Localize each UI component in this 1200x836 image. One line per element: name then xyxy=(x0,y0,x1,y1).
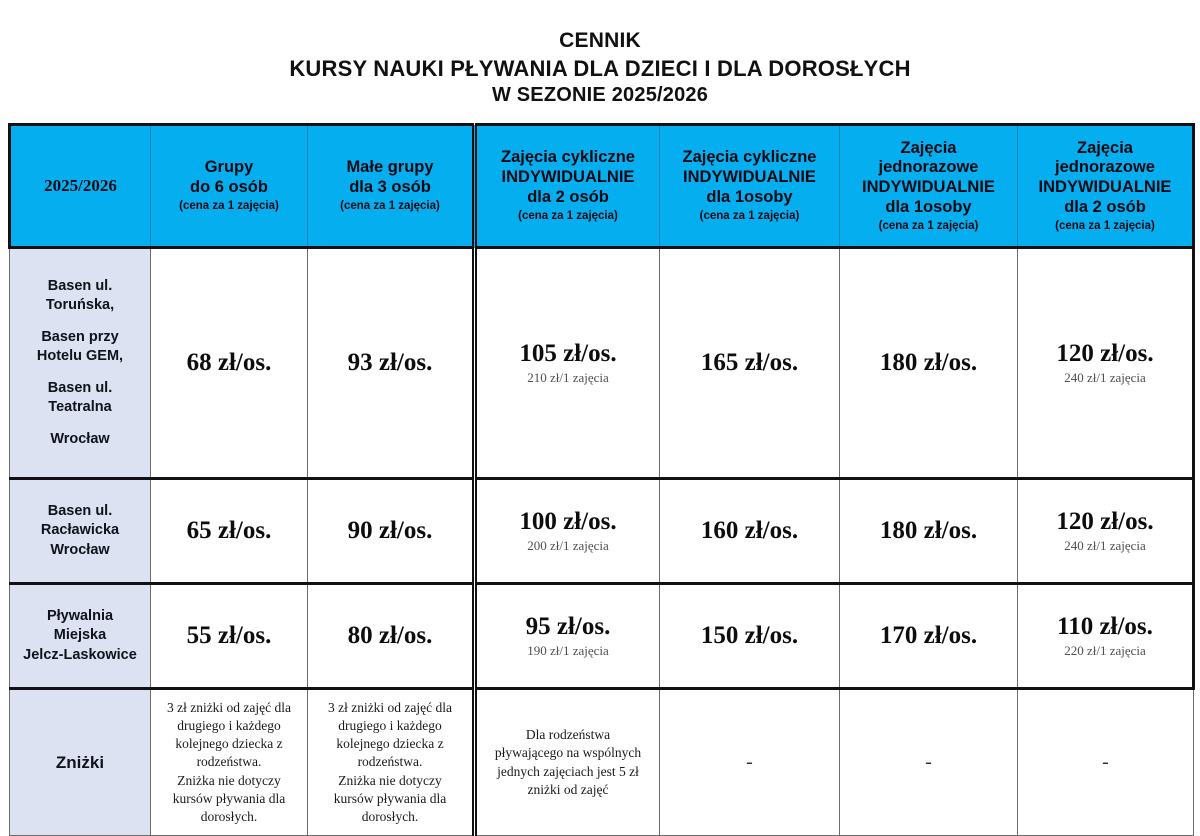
price-cell xyxy=(840,584,1018,689)
price-sub: 240 zł/1 zajęcia xyxy=(1064,538,1146,554)
pricing-table xyxy=(8,123,1195,836)
price-main: 160 zł/os. xyxy=(700,517,799,545)
price-main: 93 zł/os. xyxy=(347,349,433,377)
header-line-2: jednorazowe xyxy=(878,158,979,177)
table-row xyxy=(10,248,1194,479)
price-cell xyxy=(660,479,840,584)
header-line-1: Zajęcia cykliczne xyxy=(682,148,817,167)
header-cell-small-groups-3 xyxy=(308,125,475,248)
header-cell-cyclic-individual-2 xyxy=(475,125,660,248)
header-season-label: 2025/2026 xyxy=(44,175,117,195)
price-cell xyxy=(151,479,308,584)
price-main: 95 zł/os. xyxy=(525,612,611,640)
location-part: Pływalnia Miejska Jelcz-Laskowice xyxy=(23,608,137,663)
price-main: 100 zł/os. xyxy=(519,507,617,535)
location-part: Basen ul. Toruńska, xyxy=(45,277,115,313)
header-price-note: (cena za 1 zajęcia) xyxy=(518,209,618,222)
header-line-3: INDYWIDUALNIE xyxy=(1038,178,1172,197)
header-line-1: Zajęcia cykliczne xyxy=(501,148,635,167)
discount-text: 3 zł zniżki od zajęć dla drugiego i każdego kolejnego dziecka z rodzeństwa. Zniżka nie dotyczy kursów pływania dla dorosłych. xyxy=(327,700,453,824)
discount-cell xyxy=(840,689,1018,836)
price-main: 120 zł/os. xyxy=(1056,507,1154,535)
price-cell xyxy=(660,248,840,479)
price-cell xyxy=(308,584,475,689)
price-main: 170 zł/os. xyxy=(879,622,978,650)
price-cell xyxy=(1018,248,1194,479)
header-line-3: INDYWIDUALNIE xyxy=(862,178,995,197)
header-line-2: jednorazowe xyxy=(1055,158,1155,177)
header-cell-groups-6 xyxy=(151,125,308,248)
price-main: 180 zł/os. xyxy=(879,517,978,545)
title-line-3: W SEZONIE 2025/2026 xyxy=(491,84,709,107)
price-main: 80 zł/os. xyxy=(347,622,433,650)
price-sub: 220 zł/1 zajęcia xyxy=(1064,643,1146,659)
price-main: 150 zł/os. xyxy=(700,622,799,650)
discount-text: 3 zł zniżki od zajęć dla drugiego i każdego kolejnego dziecka z rodzeństwa. Zniżka nie dotyczy kursów pływania dla dorosłych. xyxy=(166,700,292,824)
discount-text: Dla rodzeństwa pływającego na wspólnych jednych zajęciach jest 5 zł zniżki od zajęć xyxy=(494,727,642,797)
header-line-2: dla 3 osób xyxy=(349,178,431,197)
header-price-note: (cena za 1 zajęcia) xyxy=(179,199,279,212)
discount-cell xyxy=(660,689,840,836)
discount-cell xyxy=(308,689,475,836)
price-cell xyxy=(840,479,1018,584)
location-part: Basen przy Hotelu GEM, xyxy=(36,328,124,364)
page-title xyxy=(0,0,1200,109)
header-line-3: dla 2 osób xyxy=(527,188,609,206)
location-part: Wrocław xyxy=(50,431,110,448)
price-main: 110 zł/os. xyxy=(1057,612,1153,640)
price-sub: 190 zł/1 zajęcia xyxy=(527,643,609,659)
row-label-location xyxy=(10,479,151,584)
header-line-4: dla 1osoby xyxy=(885,197,972,216)
header-cell-cyclic-individual-1 xyxy=(660,125,840,248)
header-line-2: INDYWIDUALNIE xyxy=(683,168,816,187)
header-price-note: (cena za 1 zajęcia) xyxy=(1055,219,1155,232)
price-sub: 210 zł/1 zajęcia xyxy=(527,370,609,386)
price-main: 68 zł/os. xyxy=(186,349,272,377)
price-cell xyxy=(475,248,660,479)
price-main: 120 zł/os. xyxy=(1056,339,1154,367)
price-cell xyxy=(475,584,660,689)
header-line-2: INDYWIDUALNIE xyxy=(501,168,635,187)
discount-dash: - xyxy=(1102,751,1109,773)
table-row xyxy=(10,479,1194,584)
price-main: 165 zł/os. xyxy=(700,349,799,377)
price-cell xyxy=(151,584,308,689)
header-cell-single-individual-2 xyxy=(1018,125,1194,248)
price-cell xyxy=(840,248,1018,479)
pricing-table-wrapper xyxy=(8,123,1192,836)
header-line-3: dla 1osoby xyxy=(706,188,793,206)
price-main: 65 zł/os. xyxy=(186,517,272,545)
price-cell xyxy=(308,479,475,584)
row-label-discounts: Zniżki xyxy=(10,689,151,836)
price-sub: 240 zł/1 zajęcia xyxy=(1064,370,1146,386)
header-price-note: (cena za 1 zajęcia) xyxy=(699,209,800,222)
location-part: Basen ul. Racławicka Wrocław xyxy=(40,503,120,558)
price-cell xyxy=(1018,479,1194,584)
header-line-1: Małe grupy xyxy=(346,158,434,177)
table-row-discounts xyxy=(10,689,1194,836)
price-main: 180 zł/os. xyxy=(879,349,978,377)
discount-dash: - xyxy=(746,751,753,773)
header-line-1: Zajęcia xyxy=(1077,138,1133,157)
table-header-row xyxy=(10,125,1194,248)
price-cell xyxy=(151,248,308,479)
discount-dash: - xyxy=(925,751,932,773)
header-line-4: dla 2 osób xyxy=(1064,197,1146,216)
price-cell xyxy=(308,248,475,479)
header-line-1: Grupy xyxy=(204,158,254,177)
row-label-location xyxy=(10,584,151,689)
discount-cell xyxy=(1018,689,1194,836)
price-main: 55 zł/os. xyxy=(186,622,272,650)
location-part: Basen ul. Teatralna xyxy=(47,380,113,416)
title-line-1: CENNIK xyxy=(559,29,641,52)
price-main: 90 zł/os. xyxy=(347,517,433,545)
table-row xyxy=(10,584,1194,689)
price-sub: 200 zł/1 zajęcia xyxy=(527,538,609,554)
price-main: 105 zł/os. xyxy=(519,339,617,367)
row-label-location xyxy=(10,248,151,479)
header-price-note: (cena za 1 zajęcia) xyxy=(878,219,979,232)
header-cell-season xyxy=(10,125,151,248)
discount-cell xyxy=(475,689,660,836)
header-price-note: (cena za 1 zajęcia) xyxy=(340,199,440,212)
price-cell xyxy=(475,479,660,584)
title-line-2: KURSY NAUKI PŁYWANIA DLA DZIECI I DLA DOROSŁYCH xyxy=(289,55,911,81)
header-line-2: do 6 osób xyxy=(190,178,268,197)
discount-cell xyxy=(151,689,308,836)
header-cell-single-individual-1 xyxy=(840,125,1018,248)
header-line-1: Zajęcia xyxy=(900,138,957,157)
price-cell xyxy=(660,584,840,689)
price-cell xyxy=(1018,584,1194,689)
